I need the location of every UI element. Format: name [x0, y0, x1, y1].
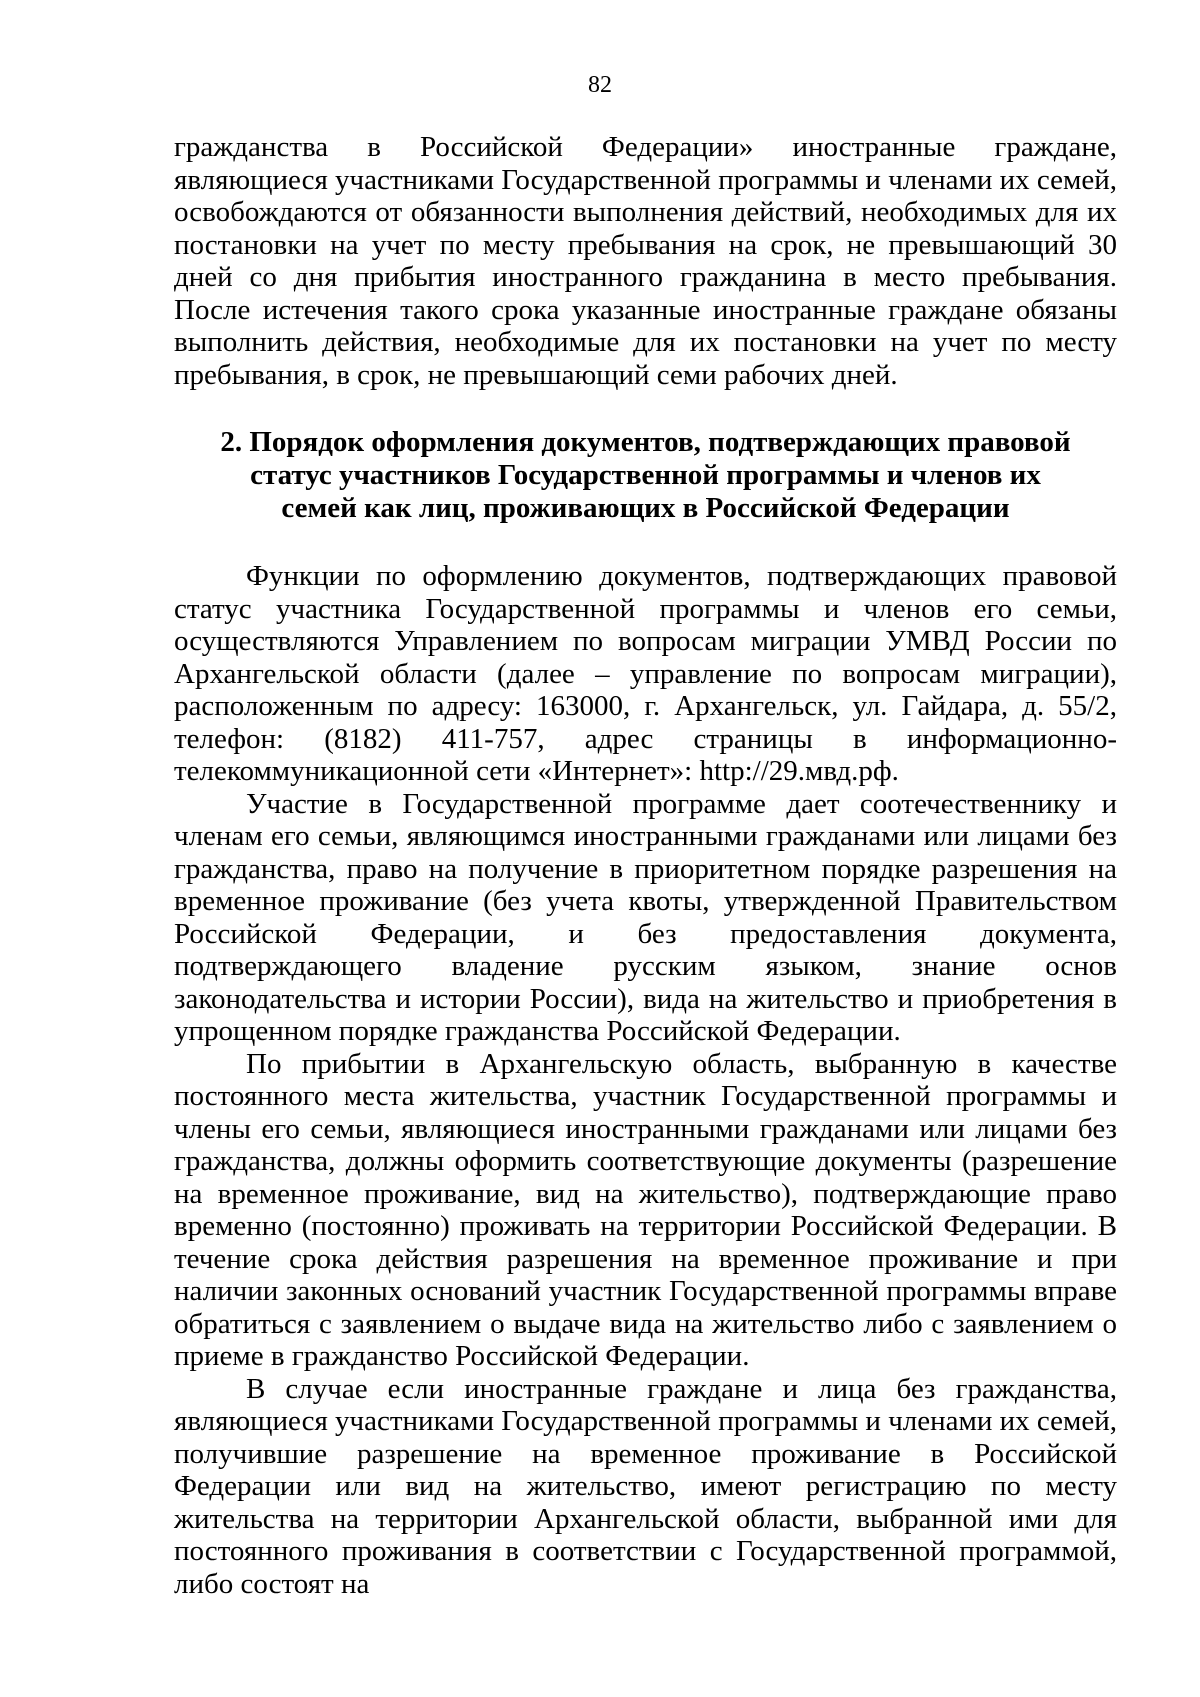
paragraph-arrival: По прибытии в Архангельскую область, выбранную в качестве постоянного места жительства, участник Государственной программы и члены его семьи, являющиеся иностранными гражданами или лицами без гражданства, должны оформить соответствующие документы (разрешение на временное проживание, вид на жительство), подтверждающие право временно (постоянно) проживать на территории Российской Федерации. В течение срока действия разрешения на временное проживание и при наличии законных оснований участник Государственной программы вправе обратиться с заявлением о выдаче вида на жительство либо с заявлением о приеме в гражданство Российской Федерации.	[174, 1047, 1117, 1372]
paragraph-continuation: гражданства в Российской Федерации» иностранные граждане, являющиеся участниками Государственной программы и членами их семей, освобождаются от обязанности выполнения действий, необходимых для их постановки на учет по месту пребывания на срок, не превышающий 30 дней со дня прибытия иностранного гражданина в место пребывания. После истечения такого срока указанные иностранные граждане обязаны выполнить действия, необходимые для их постановки на учет по месту пребывания, в срок, не превышающий семи рабочих дней.	[174, 131, 1117, 391]
section-heading-line: 2. Порядок оформления документов, подтверждающих правовой	[220, 426, 1071, 458]
section-heading-line: статус участников Государственной программы и членов их	[250, 459, 1041, 491]
paragraph-registration: В случае если иностранные граждане и лица без гражданства, являющиеся участниками Государственной программы и членами их семей, получившие разрешение на временное проживание в Российской Федерации или вид на жительство, имеют регистрацию по месту жительства на территории Архангельской области, выбранной ими для постоянного проживания в соответствии с Государственной программой, либо состоят на	[174, 1372, 1117, 1600]
paragraph-participation: Участие в Государственной программе дает соотечественнику и членам его семьи, являющимся иностранными гражданами или лицами без гражданства, право на получение в приоритетном порядке разрешения на временное проживание (без учета квоты, утвержденной Правительством Российской Федерации, и без предоставления документа, подтверждающего владение русским языком, знание основ законодательства и истории России), вида на жительство и приобретения в упрощенном порядке гражданства Российской Федерации.	[174, 787, 1117, 1047]
document-body	[174, 131, 1117, 1600]
page-number: 82	[588, 72, 612, 98]
section-heading	[174, 426, 1117, 525]
paragraph-functions: Функции по оформлению документов, подтверждающих правовой статус участника Государственной программы и членов его семьи, осуществляются Управлением по вопросам миграции УМВД России по Архангельской области (далее – управление по вопросам миграции), расположенным по адресу: 163000, г. Архангельск, ул. Гайдара, д. 55/2, телефон: (8182) 411-757, адрес страницы в информационно-телекоммуникационной сети «Интернет»: http://29.мвд.рф.	[174, 560, 1117, 787]
section-heading-line: семей как лиц, проживающих в Российской Федерации	[281, 492, 1010, 524]
